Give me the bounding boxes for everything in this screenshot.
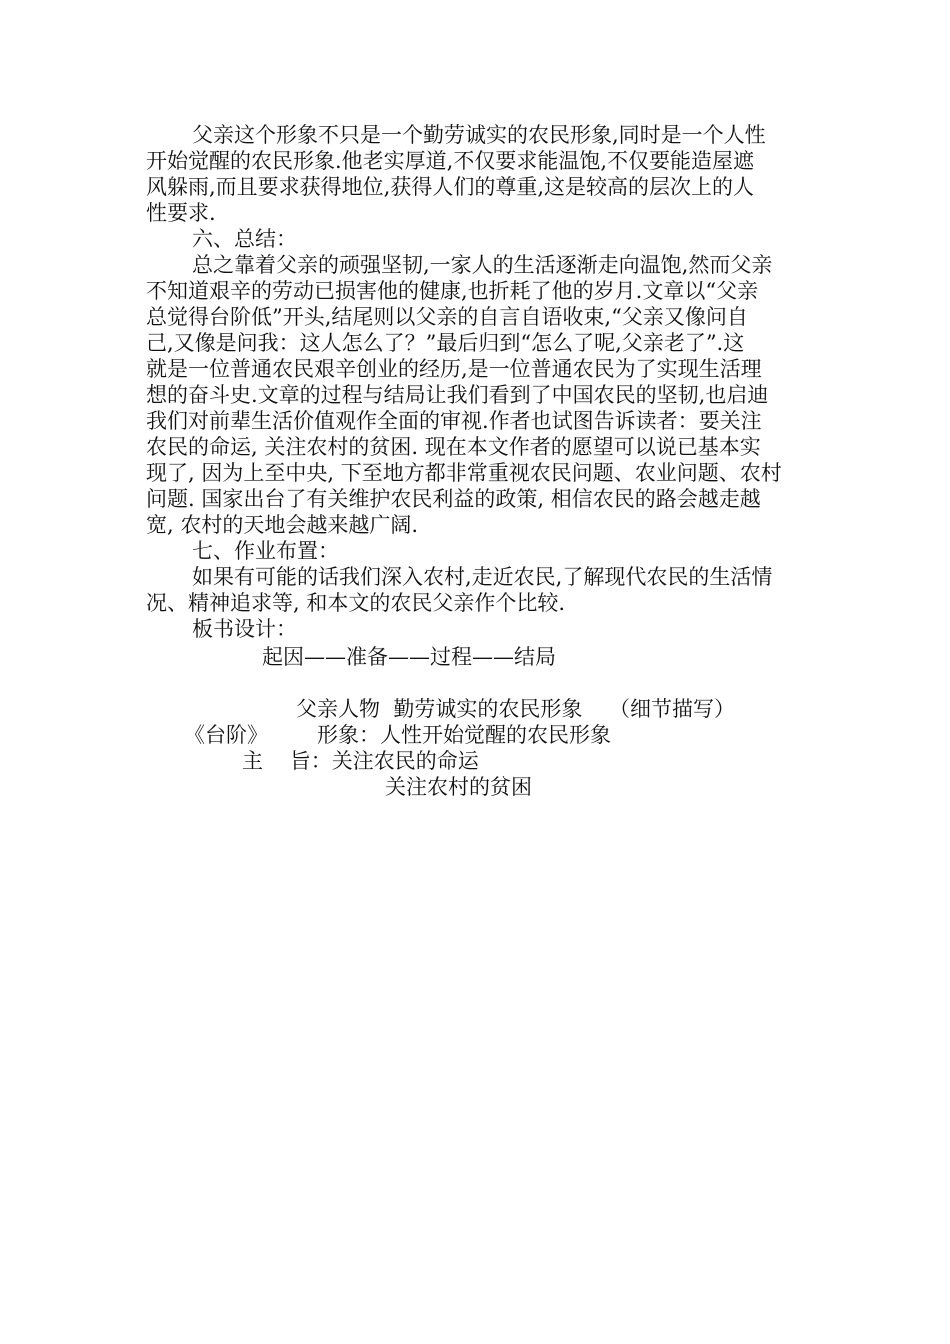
board-sequence: 起因——准备——过程——结局 (262, 645, 556, 669)
section-heading-homework: 七、作业布置： (192, 539, 339, 563)
paragraph-1-line-1: 父亲这个形象不只是一个勤劳诚实的农民形象,同时是一个人性 (192, 123, 766, 147)
paragraph-2-line-9: 现了, 因为上至中央, 下至地方都非常重视农民问题、农业问题、农村 (146, 461, 782, 485)
paragraph-1-line-4: 性要求. (146, 201, 216, 225)
board-title: 《台阶》 (184, 723, 268, 747)
paragraph-3-line-1: 如果有可能的话我们深入农村,走近农民,了解现代农民的生活情 (192, 565, 773, 589)
board-image-line: 形象：人性开始觉醒的农民形象 (317, 723, 611, 747)
paragraph-2-line-11: 宽, 农村的天地会越来越广阔. (146, 513, 419, 537)
board-father-line: 父亲人物 勤劳诚实的农民形象 （细节描写） (296, 697, 736, 721)
paragraph-2-line-7: 我们对前辈生活价值观作全面的审视.作者也试图告诉读者：要关注 (146, 409, 762, 433)
paragraph-2-line-1: 总之靠着父亲的顽强坚韧,一家人的生活逐渐走向温饱,然而父亲 (192, 253, 773, 277)
paragraph-2-line-3: 总觉得台阶低”开头,结尾则以父亲的自言自语收束,“父亲又像问自 (146, 305, 748, 329)
section-heading-board-design: 板书设计： (192, 617, 297, 641)
paragraph-2-line-6: 想的奋斗史.文章的过程与结局让我们看到了中国农民的坚韧,也启迪 (146, 383, 769, 407)
paragraph-1-line-2: 开始觉醒的农民形象.他老实厚道,不仅要求能温饱,不仅要能造屋遮 (146, 149, 755, 173)
paragraph-1-line-3: 风躲雨,而且要求获得地位,获得人们的尊重,这是较高的层次上的人 (146, 175, 755, 199)
paragraph-2-line-8: 农民的命运, 关注农村的贫困. 现在本文作者的愿望可以说已基本实 (146, 435, 761, 459)
paragraph-2-line-5: 就是一位普通农民艰辛创业的经历,是一位普通农民为了实现生活理 (146, 357, 762, 381)
section-heading-summary: 六、总结： (192, 227, 297, 251)
board-theme-second: 关注农村的贫困 (385, 775, 532, 799)
paragraph-2-line-10: 问题. 国家出台了有关维护农民利益的政策, 相信农民的路会越走越 (146, 487, 761, 511)
paragraph-3-line-2: 况、精神追求等, 和本文的农民父亲作个比较. (146, 591, 566, 615)
paragraph-2-line-2: 不知道艰辛的劳动已损害他的健康,也折耗了他的岁月.文章以“父亲 (146, 279, 759, 303)
paragraph-2-line-4: 己,又像是问我：这人怎么了？”最后归到“怎么了呢,父亲老了”.这 (146, 331, 745, 355)
board-theme-line: 主 旨：关注农民的命运 (242, 749, 479, 773)
